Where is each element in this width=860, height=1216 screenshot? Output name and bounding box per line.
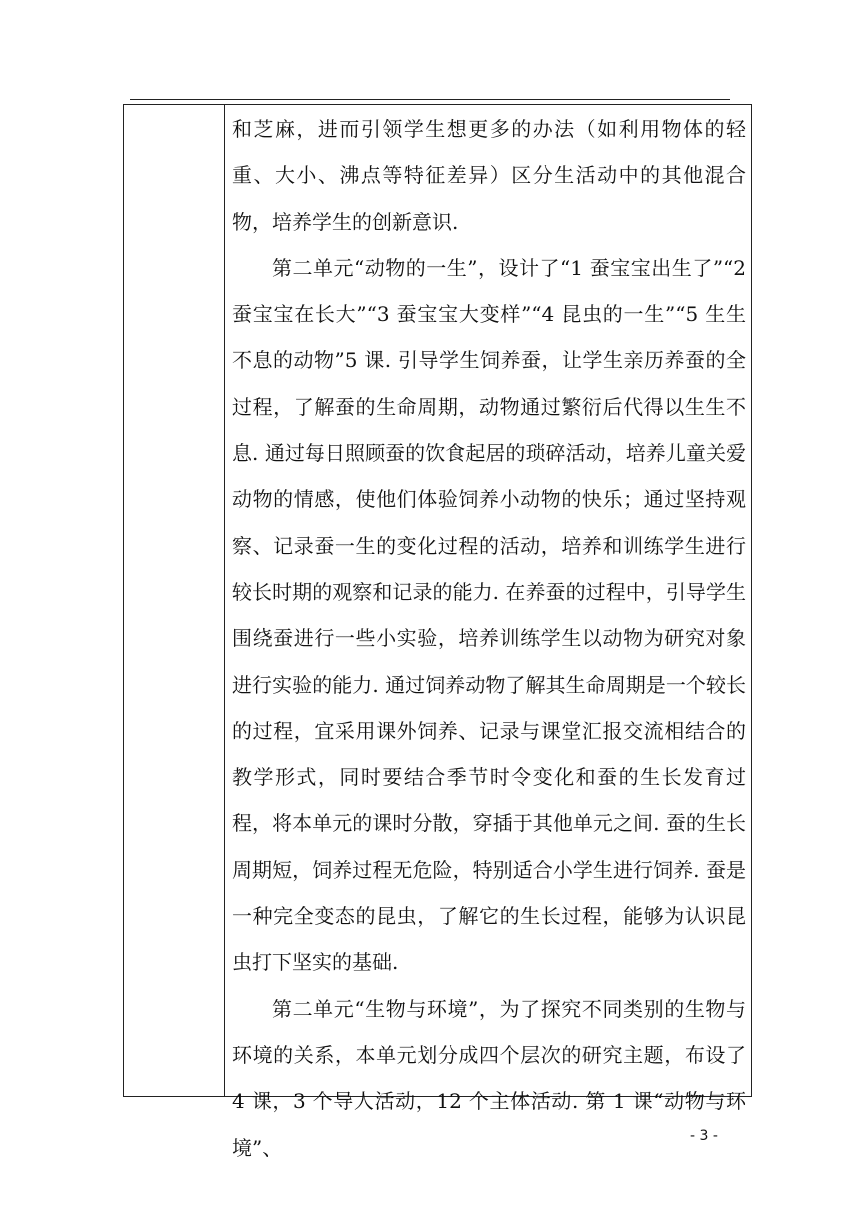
table-column-divider xyxy=(224,104,225,1097)
paragraph-unit-animal-life: 第二单元“动物的一生”，设计了“1 蚕宝宝出生了”“2 蚕宝宝在长大”“3 蚕宝宝大变样”“4 昆虫的一生”“5 生生不息的动物”5 课. 引导学生饲养蚕，让学生亲历养蚕的全过程，了解蚕的生命周期，动物通过繁衍后代得以生生不息. 通过每日照顾蚕的饮食起居的琐碎活动，培养儿童关爱动物的情感，使他们体验饲养小动物的快乐；通过坚持观察、记录蚕一生的变化过程的活动，培养和训练学生进行较长时期的观察和记录的能力. 在养蚕的过程中，引导学生围绕蚕进行一些小实验，培养训练学生以动物为研究对象进行实验的能力. 通过饲养动物了解其生命周期是一个较长的过程，宜采用课外饲养、记录与课堂汇报交流相结合的教学形式，同时要结合季节时令变化和蚕的生长发育过程，将本单元的课时分散，穿插于其他单元之间. 蚕的生长周期短，饲养过程无危险，特别适合小学生进行饲养. 蚕是一种完全变态的昆虫，了解它的生长过程，能够为认识昆虫打下坚实的基础. xyxy=(232,255,746,975)
paragraph-unit-organisms-environment: 第二单元“生物与环境”，为了探究不同类别的生物与环境的关系，本单元划分成四个层次的研究主题，布设了 4 课，3 个导人活动，12 个主体活动. 第 1 课“动物与环境”、 xyxy=(232,996,746,1160)
table-content-cell xyxy=(232,106,746,1171)
paragraph-continuation: 和芝麻，进而引领学生想更多的办法（如利用物体的轻重、大小、沸点等特征差异）区分生活动中的其他混合物，培养学生的创新意识. xyxy=(232,117,746,234)
page-number: - 3 - xyxy=(690,1128,718,1144)
header-rule xyxy=(130,99,730,100)
